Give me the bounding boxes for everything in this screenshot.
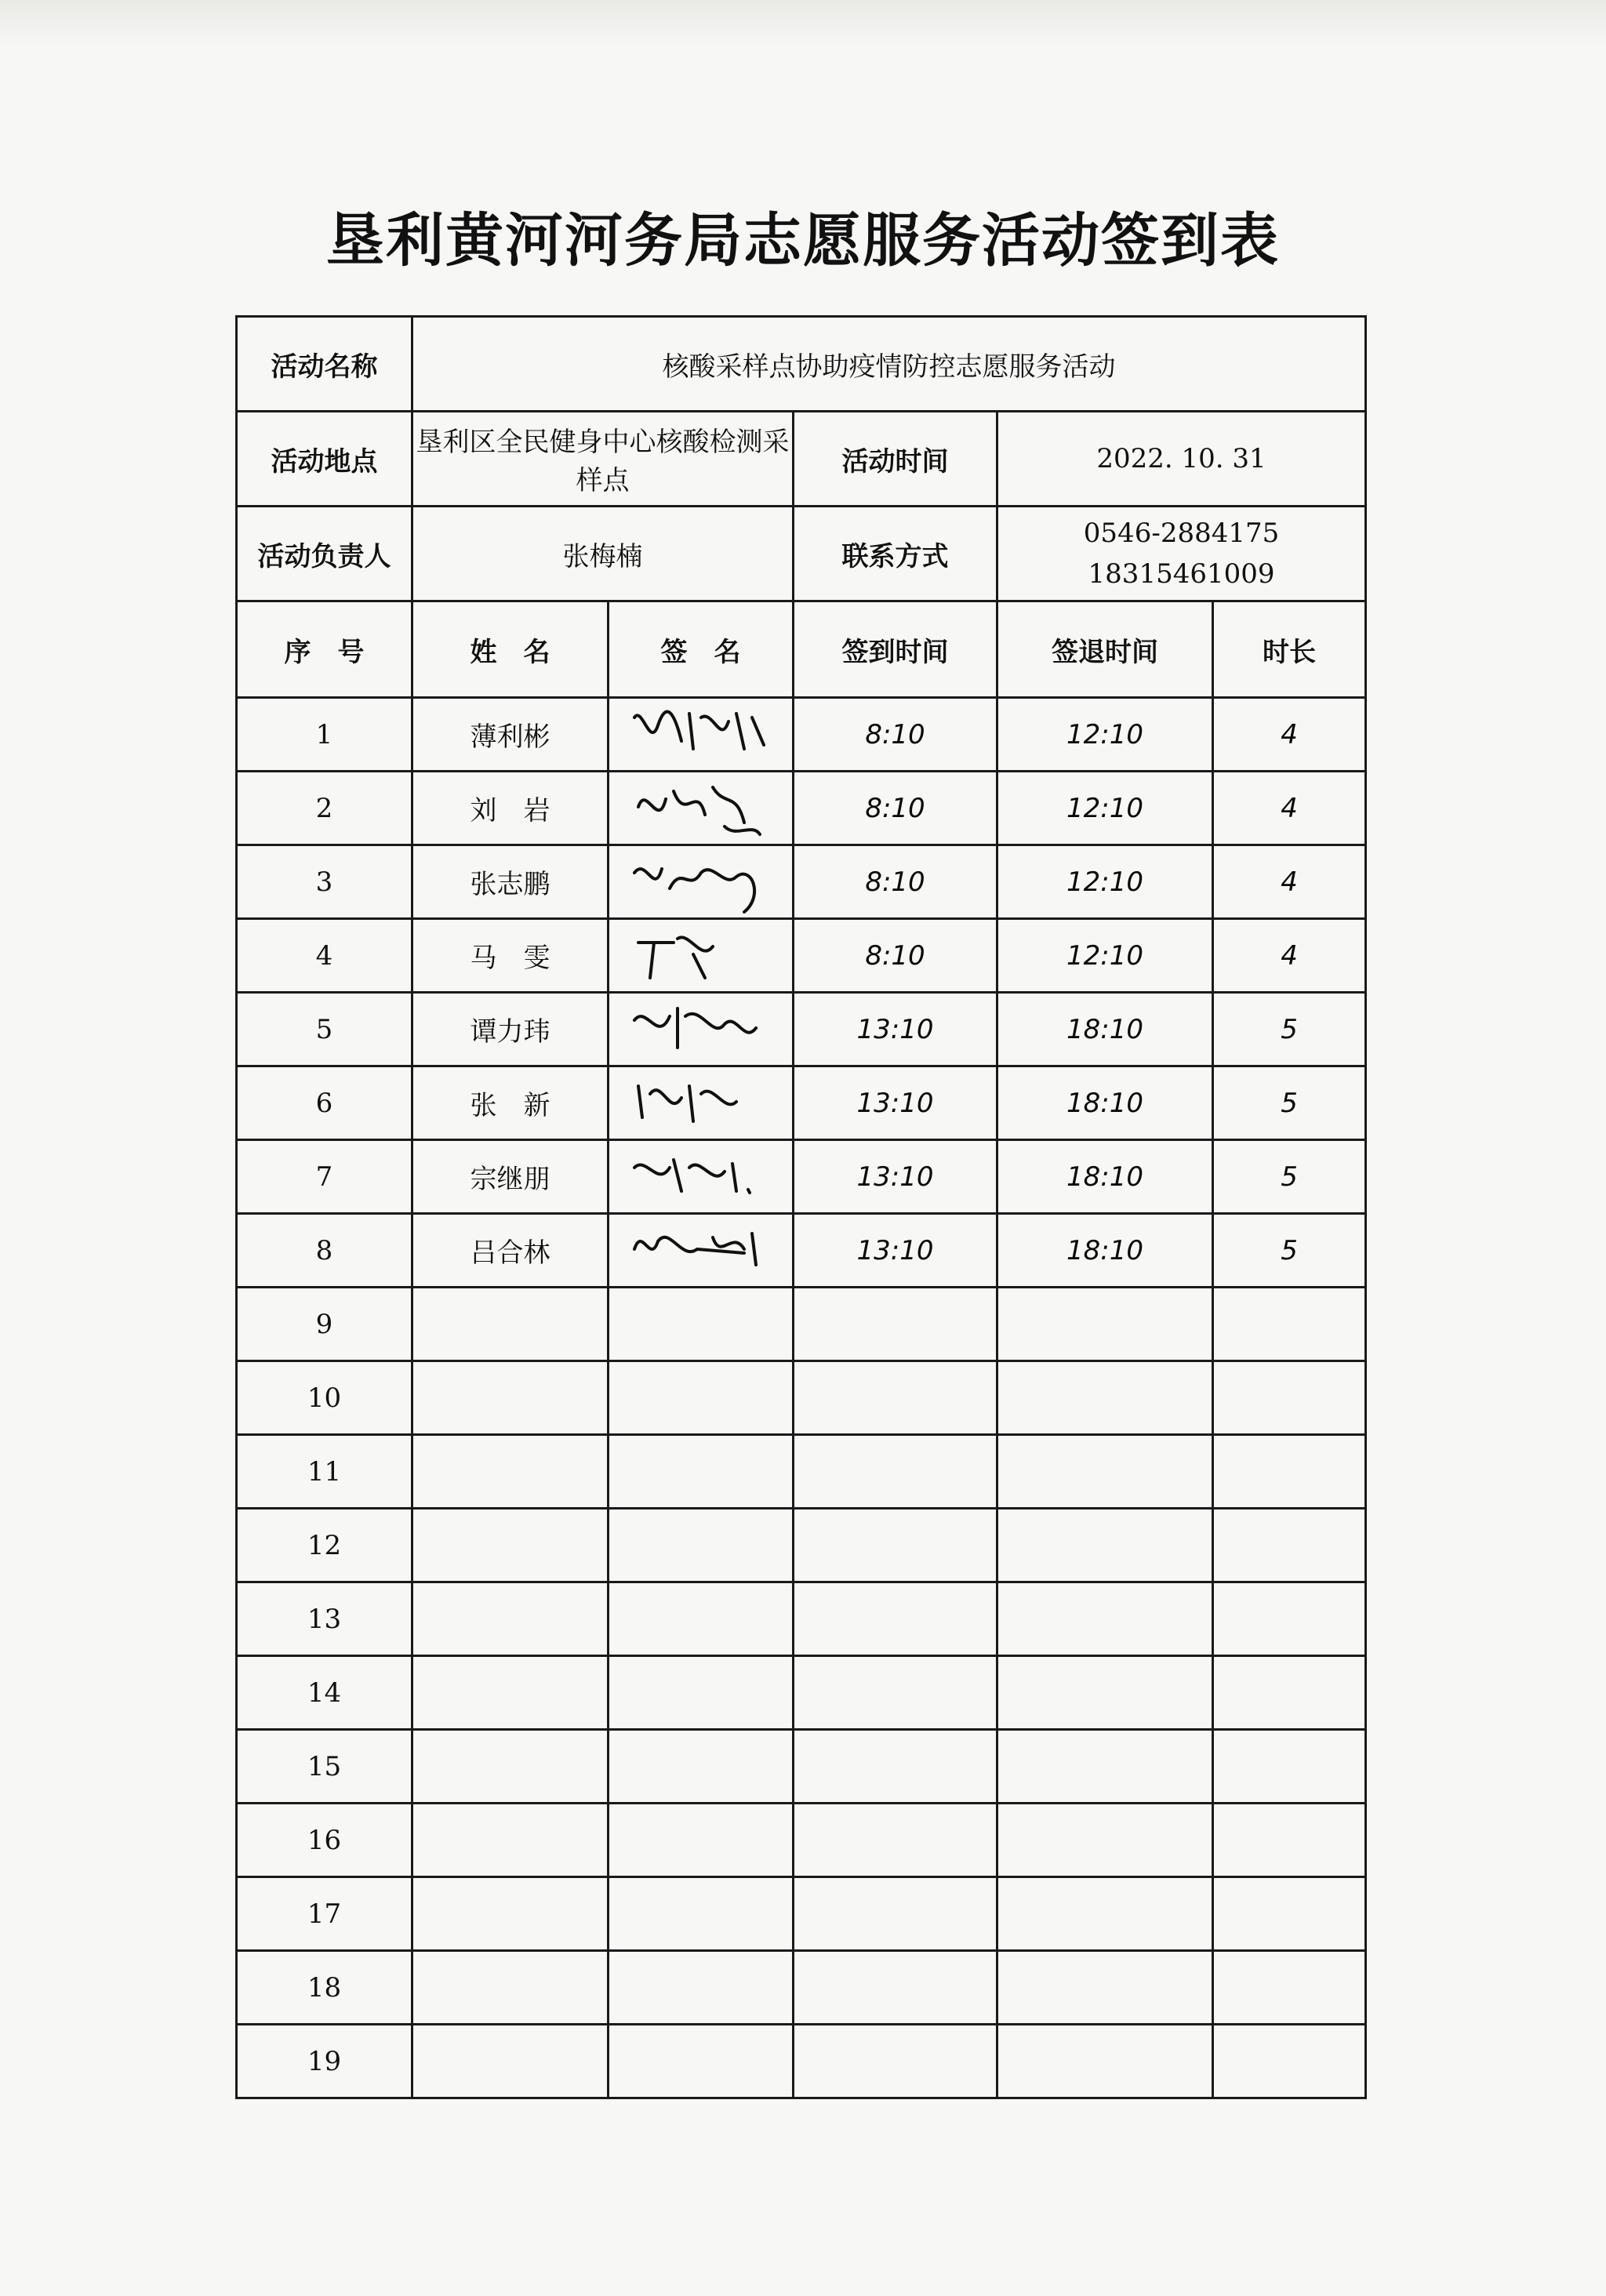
table-row xyxy=(237,1877,1366,1951)
row-signature xyxy=(609,1435,794,1509)
table-row xyxy=(237,2025,1366,2098)
row-name: 薄利彬 xyxy=(412,698,609,772)
row-duration xyxy=(1213,1509,1366,1582)
column-header-row xyxy=(237,601,1366,698)
row-seq: 15 xyxy=(237,1730,412,1804)
location-value: 垦利区全民健身中心核酸检测采样点 xyxy=(412,412,794,507)
table-row xyxy=(237,845,1366,919)
table-row xyxy=(237,1951,1366,2025)
row-signature xyxy=(609,1877,794,1951)
handwritten-signature xyxy=(627,1218,776,1284)
leader-label: 活动负责人 xyxy=(237,507,412,601)
row-duration xyxy=(1213,1361,1366,1435)
row-checkout xyxy=(997,1435,1213,1509)
row-signature xyxy=(609,1361,794,1435)
activity-leader-row xyxy=(237,507,1366,601)
signature-stroke xyxy=(634,1008,756,1048)
handwritten-signature xyxy=(627,1144,776,1210)
row-signature xyxy=(609,1951,794,2025)
row-checkin xyxy=(794,2025,997,2098)
handwritten-signature xyxy=(627,849,776,915)
row-checkout xyxy=(997,1656,1213,1730)
row-name: 张 新 xyxy=(412,1066,609,1140)
table-row xyxy=(237,1509,1366,1582)
row-name xyxy=(412,1435,609,1509)
row-checkout xyxy=(997,1361,1213,1435)
row-name xyxy=(412,1509,609,1582)
row-duration: 4 xyxy=(1213,845,1366,919)
col-duration: 时长 xyxy=(1213,601,1366,698)
row-duration: 5 xyxy=(1213,1066,1366,1140)
row-seq: 1 xyxy=(237,698,412,772)
row-checkin xyxy=(794,1288,997,1361)
row-name xyxy=(412,1582,609,1656)
row-duration: 5 xyxy=(1213,1140,1366,1214)
row-signature xyxy=(609,1656,794,1730)
row-checkin xyxy=(794,1656,997,1730)
row-seq: 8 xyxy=(237,1214,412,1288)
table-row xyxy=(237,1804,1366,1877)
row-checkout: 18:10 xyxy=(997,993,1213,1066)
row-name: 马 雯 xyxy=(412,919,609,993)
col-seq: 序 号 xyxy=(237,601,412,698)
row-duration: 5 xyxy=(1213,1214,1366,1288)
row-signature xyxy=(609,1066,794,1140)
row-seq: 11 xyxy=(237,1435,412,1509)
time-value: 2022. 10. 31 xyxy=(997,412,1366,507)
row-duration: 4 xyxy=(1213,772,1366,845)
row-checkout xyxy=(997,1288,1213,1361)
row-name: 刘 岩 xyxy=(412,772,609,845)
row-signature xyxy=(609,1804,794,1877)
row-checkout: 12:10 xyxy=(997,772,1213,845)
time-label: 活动时间 xyxy=(794,412,997,507)
row-duration xyxy=(1213,1730,1366,1804)
row-checkout xyxy=(997,1804,1213,1877)
table-row xyxy=(237,1214,1366,1288)
table-row xyxy=(237,1582,1366,1656)
row-duration xyxy=(1213,1804,1366,1877)
row-seq: 13 xyxy=(237,1582,412,1656)
row-signature xyxy=(609,1730,794,1804)
row-checkout: 12:10 xyxy=(997,698,1213,772)
row-name xyxy=(412,2025,609,2098)
contact-phone-1: 0546-2884175 xyxy=(1083,518,1280,549)
contact-value xyxy=(997,507,1366,601)
row-seq: 6 xyxy=(237,1066,412,1140)
row-checkin xyxy=(794,1951,997,2025)
row-checkout xyxy=(997,1951,1213,2025)
row-checkout xyxy=(997,1877,1213,1951)
row-checkout xyxy=(997,1509,1213,1582)
row-duration xyxy=(1213,1288,1366,1361)
row-name: 吕合林 xyxy=(412,1214,609,1288)
signature-stroke xyxy=(638,787,760,834)
row-checkin: 8:10 xyxy=(794,772,997,845)
row-checkout: 18:10 xyxy=(997,1214,1213,1288)
signature-stroke xyxy=(638,1086,736,1121)
row-name: 张志鹏 xyxy=(412,845,609,919)
row-checkin: 13:10 xyxy=(794,1066,997,1140)
row-signature xyxy=(609,1288,794,1361)
row-name: 宗继朋 xyxy=(412,1140,609,1214)
col-name: 姓 名 xyxy=(412,601,609,698)
table-row xyxy=(237,1361,1366,1435)
table-row xyxy=(237,698,1366,772)
table-row xyxy=(237,772,1366,845)
row-name xyxy=(412,1877,609,1951)
row-signature xyxy=(609,772,794,845)
row-duration: 5 xyxy=(1213,993,1366,1066)
row-signature xyxy=(609,1140,794,1214)
table-row xyxy=(237,1288,1366,1361)
row-signature xyxy=(609,1214,794,1288)
activity-name-label: 活动名称 xyxy=(237,317,412,412)
handwritten-signature xyxy=(627,702,776,768)
handwritten-signature xyxy=(627,776,776,841)
row-checkout: 12:10 xyxy=(997,919,1213,993)
row-checkin: 8:10 xyxy=(794,698,997,772)
row-checkout: 18:10 xyxy=(997,1140,1213,1214)
row-seq: 18 xyxy=(237,1951,412,2025)
signature-stroke xyxy=(638,937,713,978)
row-seq: 5 xyxy=(237,993,412,1066)
row-name xyxy=(412,1288,609,1361)
row-name xyxy=(412,1730,609,1804)
row-name xyxy=(412,1951,609,2025)
row-duration xyxy=(1213,1582,1366,1656)
activity-name-value: 核酸采样点协助疫情防控志愿服务活动 xyxy=(412,317,1366,412)
row-checkin xyxy=(794,1877,997,1951)
signin-table xyxy=(235,315,1367,2099)
handwritten-signature xyxy=(627,923,776,989)
signature-stroke xyxy=(634,1160,750,1193)
row-name xyxy=(412,1804,609,1877)
row-checkin: 13:10 xyxy=(794,1214,997,1288)
row-checkin: 13:10 xyxy=(794,1140,997,1214)
row-signature xyxy=(609,919,794,993)
row-checkin xyxy=(794,1730,997,1804)
table-row xyxy=(237,919,1366,993)
table-row xyxy=(237,1140,1366,1214)
signature-stroke xyxy=(634,711,764,748)
row-duration: 4 xyxy=(1213,919,1366,993)
row-duration xyxy=(1213,1435,1366,1509)
row-name xyxy=(412,1361,609,1435)
row-seq: 3 xyxy=(237,845,412,919)
row-checkin xyxy=(794,1804,997,1877)
col-checkout: 签退时间 xyxy=(997,601,1213,698)
row-checkout xyxy=(997,2025,1213,2098)
row-duration xyxy=(1213,2025,1366,2098)
row-signature xyxy=(609,2025,794,2098)
row-checkin xyxy=(794,1582,997,1656)
row-seq: 16 xyxy=(237,1804,412,1877)
row-checkin: 8:10 xyxy=(794,919,997,993)
row-checkin xyxy=(794,1435,997,1509)
page-title: 垦利黄河河务局志愿服务活动签到表 xyxy=(326,207,1280,274)
signature-stroke xyxy=(634,1233,756,1265)
handwritten-signature xyxy=(627,1070,776,1136)
row-name xyxy=(412,1656,609,1730)
row-checkout xyxy=(997,1582,1213,1656)
row-seq: 12 xyxy=(237,1509,412,1582)
row-duration xyxy=(1213,1656,1366,1730)
row-duration: 4 xyxy=(1213,698,1366,772)
row-checkin: 13:10 xyxy=(794,993,997,1066)
row-duration xyxy=(1213,1877,1366,1951)
contact-phone-2: 18315461009 xyxy=(1088,558,1275,590)
row-seq: 10 xyxy=(237,1361,412,1435)
row-seq: 2 xyxy=(237,772,412,845)
row-checkin xyxy=(794,1509,997,1582)
contact-label: 联系方式 xyxy=(794,507,997,601)
row-seq: 17 xyxy=(237,1877,412,1951)
col-signature: 签 名 xyxy=(609,601,794,698)
row-checkout xyxy=(997,1730,1213,1804)
scan-top-edge xyxy=(0,0,1606,47)
row-signature xyxy=(609,845,794,919)
row-duration xyxy=(1213,1951,1366,2025)
row-checkin: 8:10 xyxy=(794,845,997,919)
table-row xyxy=(237,1066,1366,1140)
table-row xyxy=(237,1730,1366,1804)
row-checkout: 18:10 xyxy=(997,1066,1213,1140)
table-row xyxy=(237,1656,1366,1730)
row-signature xyxy=(609,1509,794,1582)
row-seq: 7 xyxy=(237,1140,412,1214)
row-seq: 14 xyxy=(237,1656,412,1730)
row-signature xyxy=(609,993,794,1066)
leader-value: 张梅楠 xyxy=(412,507,794,601)
handwritten-signature xyxy=(627,997,776,1063)
row-name: 谭力玮 xyxy=(412,993,609,1066)
table-row xyxy=(237,993,1366,1066)
table-row xyxy=(237,1435,1366,1509)
signature-stroke xyxy=(634,869,754,912)
location-label: 活动地点 xyxy=(237,412,412,507)
row-signature xyxy=(609,1582,794,1656)
activity-location-row xyxy=(237,412,1366,507)
activity-name-row xyxy=(237,317,1366,412)
row-seq: 19 xyxy=(237,2025,412,2098)
row-checkout: 12:10 xyxy=(997,845,1213,919)
row-checkin xyxy=(794,1361,997,1435)
row-signature xyxy=(609,698,794,772)
row-seq: 9 xyxy=(237,1288,412,1361)
row-seq: 4 xyxy=(237,919,412,993)
col-checkin: 签到时间 xyxy=(794,601,997,698)
